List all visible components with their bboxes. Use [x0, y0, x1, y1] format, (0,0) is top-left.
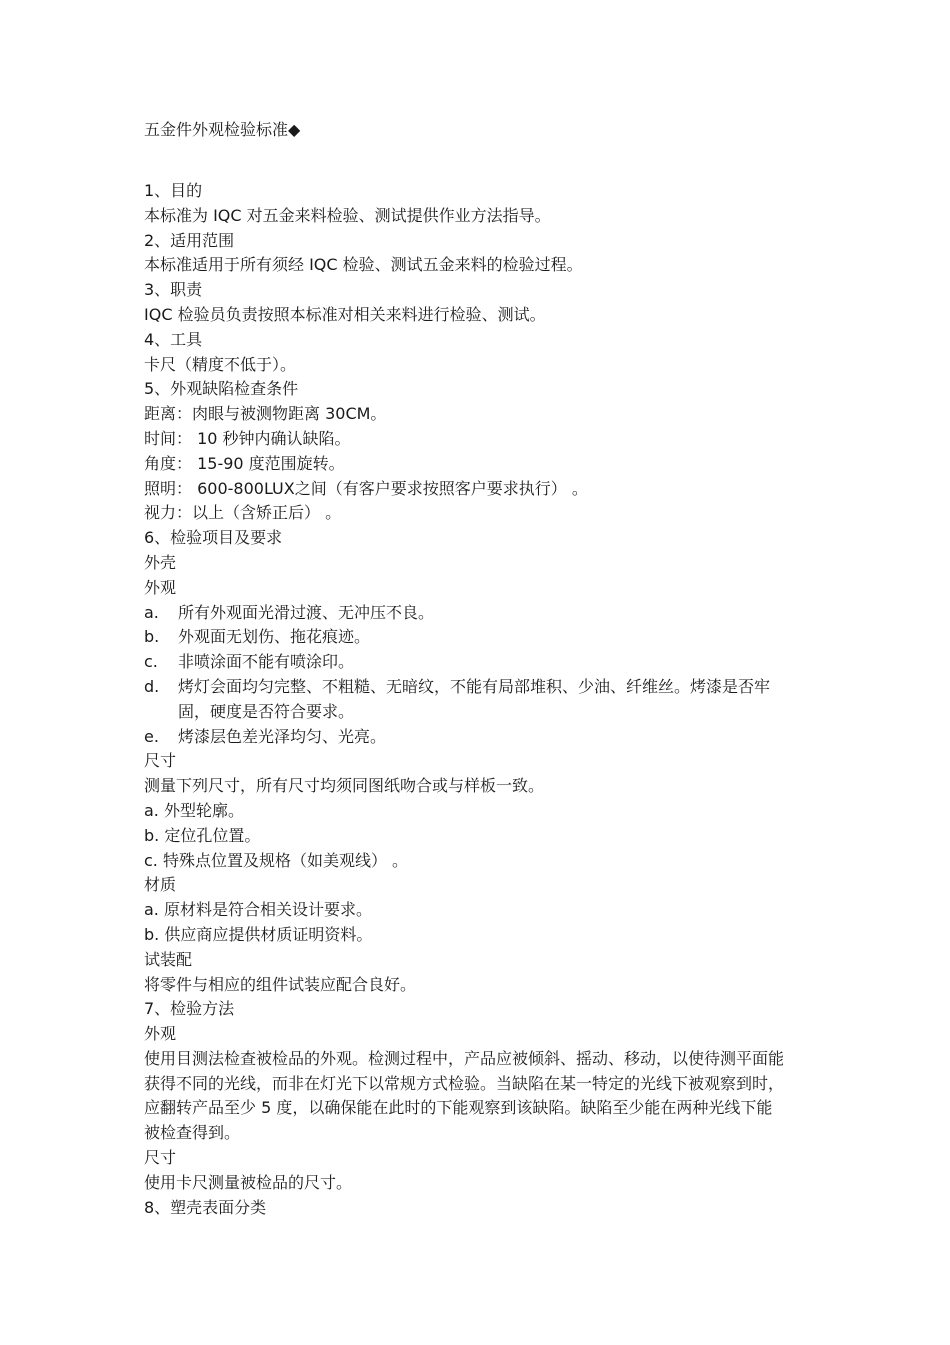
heading-purpose: 1、目的 — [144, 181, 203, 200]
list-item-text: 烤灯会面均匀完整、不粗糙、无暗纹，不能有局部堆积、少油、纤维丝。烤漆是否牢固，硬度是否符合要求。 — [178, 676, 771, 721]
section-lines-3 — [144, 1146, 824, 1220]
text-size-c: c. 特殊点位置及规格（如美观线） 。 — [144, 850, 409, 870]
text-purpose: 本标准为 IQC 对五金来料检验、测试提供作业方法指导。 — [144, 205, 551, 225]
heading-tools: 4、工具 — [144, 329, 203, 349]
text-method-size: 尺寸 — [144, 1148, 177, 1168]
list-item — [144, 601, 824, 626]
text-size-a: a. 外型轮廓。 — [144, 800, 244, 820]
text-lighting: 照明： 600-800LUX之间（有客户要求按照客户要求执行） 。 — [144, 478, 588, 498]
heading-surface: 8、塑壳表面分类 — [144, 1197, 267, 1217]
text-shell: 外壳 — [144, 552, 177, 572]
list-item-label: b. — [144, 627, 160, 647]
list-item-label: a. — [144, 602, 159, 622]
appearance-items — [144, 601, 824, 750]
heading-duty: 3、职责 — [144, 280, 203, 300]
heading-conditions: 5、外观缺陷检查条件 — [144, 379, 299, 399]
text-material-b: b. 供应商应提供材质证明资料。 — [144, 924, 373, 944]
text-assembly-desc: 将零件与相应的组件试装应配合良好。 — [144, 974, 417, 994]
text-vision: 视力：以上（含矫正后） 。 — [144, 503, 342, 523]
list-item-label: c. — [144, 652, 158, 672]
heading-items: 6、检验项目及要求 — [144, 528, 283, 548]
text-scope: 本标准适用于所有须经 IQC 检验、测试五金来料的检验过程。 — [144, 255, 583, 275]
text-method-appearance: 外观 — [144, 1024, 177, 1044]
document-title: 五金件外观检验标准◆ — [144, 120, 301, 139]
list-item-label: d. — [144, 676, 160, 696]
list-item-text: 所有外观面光滑过渡、无冲压不良。 — [178, 602, 435, 622]
text-size-desc: 测量下列尺寸，所有尺寸均须同图纸吻合或与样板一致。 — [144, 776, 545, 796]
text-material: 材质 — [144, 875, 177, 895]
text-time: 时间： 10 秒钟内确认缺陷。 — [144, 428, 351, 448]
text-material-a: a. 原材料是符合相关设计要求。 — [144, 900, 372, 920]
section-lines-1 — [144, 179, 824, 601]
list-item-text: 烤漆层色差光泽均匀、光亮。 — [178, 726, 387, 746]
document-page — [144, 118, 824, 1220]
heading-method: 7、检验方法 — [144, 999, 235, 1019]
list-item-text: 非喷涂面不能有喷涂印。 — [178, 652, 355, 672]
text-assembly: 试装配 — [144, 949, 193, 969]
text-size: 尺寸 — [144, 751, 177, 771]
list-item — [144, 675, 784, 725]
text-distance: 距离：肉眼与被测物距离 30CM。 — [144, 404, 387, 424]
text-method-size-desc: 使用卡尺测量被检品的尺寸。 — [144, 1172, 353, 1192]
text-appearance: 外观 — [144, 577, 177, 597]
list-item — [144, 625, 824, 650]
heading-scope: 2、适用范围 — [144, 230, 235, 250]
list-item — [144, 650, 824, 675]
text-angle: 角度： 15-90 度范围旋转。 — [144, 453, 345, 473]
text-duty: IQC 检验员负责按照本标准对相关来料进行检验、测试。 — [144, 304, 546, 324]
text-tools: 卡尺（精度不低于）。 — [144, 354, 297, 374]
list-item-label: e. — [144, 726, 159, 746]
text-size-b: b. 定位孔位置。 — [144, 825, 261, 845]
method-paragraph: 使用目测法检查被检品的外观。检测过程中，产品应被倾斜、摇动、移动，以使待测平面能获得不同的光线，而非在灯光下以常规方式检验。当缺陷在某一特定的光线下被观察到时，应翻转产品至少 5 度，以确保能在此时的下能观察到该缺陷。缺陷至少能在两种光线下能被检查得到。 — [144, 1048, 785, 1143]
list-item-text: 外观面无划伤、拖花痕迹。 — [178, 627, 371, 647]
list-item — [144, 725, 824, 750]
section-lines-2 — [144, 749, 824, 1047]
